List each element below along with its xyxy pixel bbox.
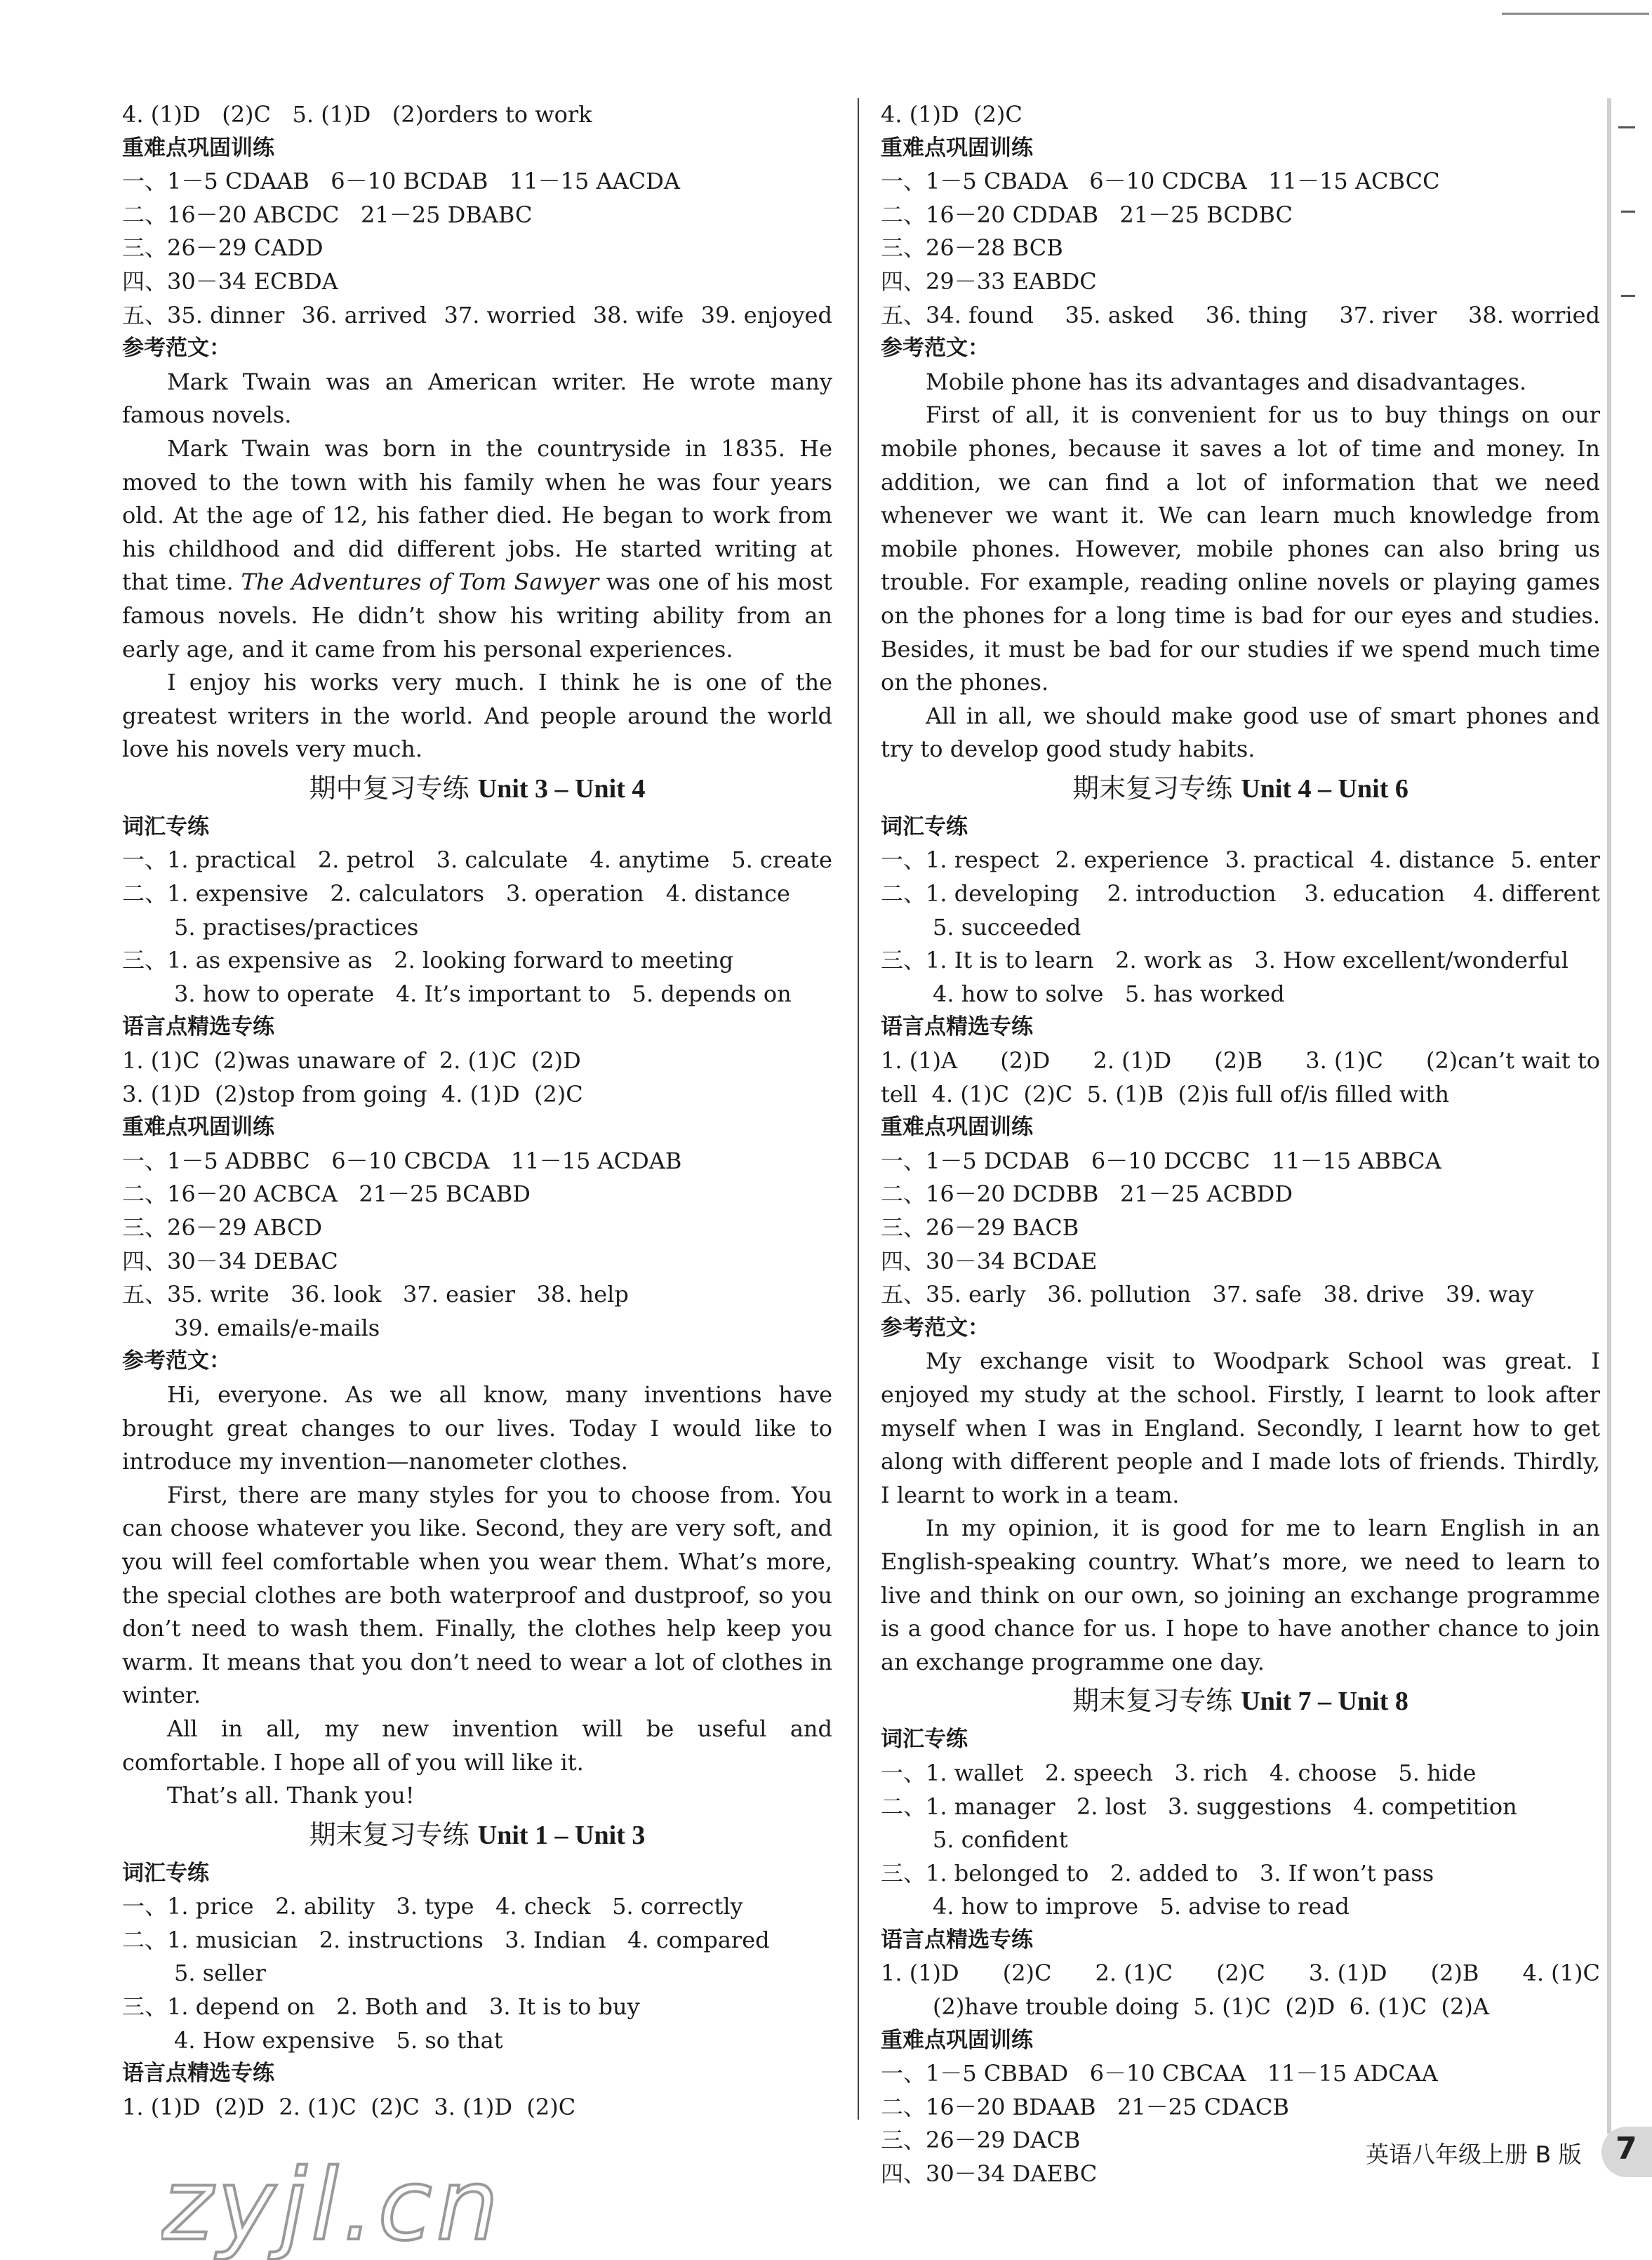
answer-line: 四、29－33 EABDC — [881, 267, 1097, 295]
answer-line — [881, 1957, 1600, 1990]
section-subheading: 词汇专练 — [122, 1860, 209, 1886]
answer-line: 1. (1)C (2)was unaware of 2. (1)C (2)D — [122, 1047, 581, 1075]
answer-cell: 5. (1)D — [292, 101, 371, 128]
section-subheading: 词汇专练 — [881, 813, 968, 839]
answer-cell: 一、1. respect — [881, 846, 1039, 874]
answer-line: 5. seller — [174, 1960, 266, 1987]
paragraph-text: Mobile phone has its advantages and disadvantages. — [926, 368, 1527, 395]
essay-paragraph — [122, 1779, 832, 1813]
answer-line: 三、26－28 BCB — [881, 234, 1063, 262]
answer-cell: 4. distance — [1370, 846, 1495, 874]
answer-line: 二、16－20 CDDAB 21－25 BCDBC — [881, 201, 1293, 228]
essay-paragraph — [122, 666, 832, 766]
paragraph-text: I enjoy his works very much. I think he is one of the greatest writers in the world. And people around the world love his novels very much. — [122, 669, 832, 763]
answer-cell: 3. It is to buy — [489, 1993, 640, 2021]
book-title: The Adventures of Tom Sawyer — [241, 569, 599, 596]
section-subheading: 重难点巩固训练 — [881, 2027, 1033, 2053]
answer-cell: 4. distance — [665, 880, 790, 908]
answer-line: 一、1－5 CBBAD 6－10 CBCAA 11－15 ADCAA — [881, 2060, 1438, 2087]
answer-line — [881, 299, 1600, 333]
answer-cell: 4. (1)C — [1522, 1960, 1600, 1987]
section-subheading: 重难点巩固训练 — [122, 1115, 274, 1141]
section-title-units: Unit 3 – Unit 4 — [477, 773, 646, 804]
answer-line: 5. succeeded — [933, 913, 1081, 940]
answer-line: 39. emails/e-mails — [174, 1314, 380, 1341]
section-subheading: 重难点巩固训练 — [881, 1115, 1033, 1141]
section-title-units: Unit 1 – Unit 3 — [477, 1820, 646, 1850]
answer-cell: 3. operation — [506, 880, 644, 908]
answer-cell: (2)orders to work — [392, 101, 592, 128]
section-title — [881, 766, 1600, 811]
essay-paragraph — [881, 1512, 1600, 1679]
paragraph-text: Mark Twain was born in the countryside in 1835. He moved to the town with his family when he was four years old. At the age of 12, his father died. He began to work from his childhood and did different jobs. He started writing at that time. — [122, 434, 832, 596]
right-column — [881, 98, 1600, 2191]
answer-line: 4. how to solve 5. has worked — [933, 980, 1285, 1007]
section-subheading: 语言点精选专练 — [881, 1927, 1033, 1953]
page-edge-strip — [1607, 98, 1611, 2134]
answer-cell: 3. (1)C — [1305, 1047, 1383, 1075]
answer-cell: 4. compared — [627, 1926, 770, 1953]
answer-line — [122, 1990, 832, 2024]
paragraph-text: All in all, we should make good use of smart phones and try to develop good study habits. — [881, 702, 1600, 763]
essay-paragraph — [122, 1479, 832, 1713]
answer-cell: 2. looking forward to meeting — [394, 947, 734, 974]
answer-cell: 3. (1)D — [1308, 1960, 1387, 1987]
answer-line: tell 4. (1)C (2)C 5. (1)B (2)is full of/is filled with — [881, 1080, 1449, 1108]
section-title — [122, 1813, 832, 1857]
top-rule — [1502, 13, 1649, 15]
answer-line — [881, 1044, 1600, 1078]
answer-cell: 38. wife — [592, 301, 684, 328]
paragraph-text: Hi, everyone. As we all know, many inventions have brought great changes to our lives. Today I would like to introduce my invention—nanometer clothes. — [122, 1381, 832, 1475]
essay-paragraph — [881, 366, 1600, 399]
answer-cell: 一、1. practical — [122, 846, 296, 874]
answer-line — [122, 299, 832, 333]
answer-line: 4. How expensive 5. so that — [174, 2026, 503, 2054]
essay-paragraph — [122, 432, 832, 666]
answer-cell: 2. calculators — [330, 880, 485, 908]
answer-cell: (2)can’t wait to — [1425, 1047, 1600, 1075]
answer-line: (2)have trouble doing 5. (1)C (2)D 6. (1)C (2)A — [933, 1993, 1489, 2021]
answer-line: 一、1－5 DCDAB 6－10 DCCBC 11－15 ABBCA — [881, 1147, 1441, 1174]
answer-cell: 3. Indian — [505, 1926, 606, 1953]
answer-line: 四、30－34 DEBAC — [122, 1247, 338, 1275]
answer-line — [122, 877, 832, 911]
answer-line: 一、1－5 CBADA 6－10 CDCBA 11－15 ACBCC — [881, 168, 1440, 195]
answer-line — [881, 844, 1600, 877]
answer-cell: 五、34. found — [881, 301, 1034, 328]
answer-cell: 2. instructions — [319, 1926, 484, 1953]
section-title — [122, 766, 832, 811]
section-subheading: 语言点精选专练 — [122, 1014, 274, 1040]
answer-line: 一、1－5 CDAAB 6－10 BCDAB 11－15 AACDA — [122, 168, 681, 195]
answer-line: 3. (1)D (2)stop from going 4. (1)D (2)C — [122, 1080, 583, 1108]
watermark-logo — [161, 2141, 554, 2260]
paragraph-text: was one of his most famous novels. He didn’t show his writing ability from an early age, and it came from his personal experiences. — [122, 569, 833, 663]
edge-mark — [1621, 295, 1635, 297]
answer-cell: 4. anytime — [589, 846, 710, 874]
section-subheading: 参考范文： — [881, 1315, 990, 1341]
answer-line: 1. (1)D (2)D 2. (1)C (2)C 3. (1)D (2)C — [122, 2093, 576, 2120]
section-subheading: 参考范文： — [122, 335, 231, 361]
paragraph-text: First, there are many styles for you to choose from. You can choose whatever you like. Second, they are very soft, and you will feel comfortable when you wear them. What’s more, the special clothes are both waterproof and dustproof, so you don’t need to wash them. Finally, the clothes help keep you warm. It means that you don’t need to wear a lot of clothes in winter. — [122, 1481, 832, 1709]
answer-line: 一、1－5 ADBBC 6－10 CBCDA 11－15 ACDAB — [122, 1147, 682, 1174]
section-title-cn: 期末复习专练 — [309, 1819, 469, 1850]
essay-paragraph — [881, 1345, 1600, 1512]
answer-cell: 2. ability — [275, 1893, 375, 1920]
section-title-units: Unit 7 – Unit 8 — [1241, 1687, 1408, 1717]
answer-cell: 三、1. depend on — [122, 1993, 315, 2021]
section-subheading: 词汇专练 — [122, 813, 209, 839]
essay-paragraph — [881, 399, 1600, 699]
answer-line: 五、35. early 36. pollution 37. safe 38. drive 39. way — [881, 1281, 1534, 1308]
answer-cell: (2)C — [222, 101, 272, 128]
answer-cell: 1. (1)D — [881, 1960, 959, 1987]
answer-cell: 3. education — [1304, 880, 1446, 908]
answer-line: 四、30－34 BCDAE — [881, 1247, 1098, 1275]
answer-cell: 39. enjoyed — [700, 301, 832, 328]
answer-line: 三、1. It is to learn 2. work as 3. How excellent/wonderful — [881, 947, 1569, 974]
section-title-cn: 期末复习专练 — [1072, 772, 1233, 804]
answer-cell: 2. petrol — [317, 846, 415, 874]
answer-cell: 4. different — [1473, 880, 1600, 908]
answer-line: 五、35. write 36. look 37. easier 38. help — [122, 1281, 629, 1308]
answer-line: 一、1. wallet 2. speech 3. rich 4. choose 5. hide — [881, 1759, 1477, 1786]
section-title-cn: 期末复习专练 — [1072, 1685, 1233, 1717]
answer-line: 4. (1)D (2)C — [881, 101, 1022, 128]
answer-cell: 38. worried — [1468, 301, 1600, 328]
answer-line: 二、16－20 BDAAB 21－25 CDACB — [881, 2093, 1289, 2120]
answer-line — [122, 1890, 832, 1924]
section-subheading: 重难点巩固训练 — [881, 135, 1033, 161]
answer-cell: 36. arrived — [301, 301, 427, 328]
answer-cell: 5. enter — [1510, 846, 1600, 874]
answer-cell: 1. (1)A — [881, 1047, 958, 1075]
section-subheading: 语言点精选专练 — [122, 2061, 274, 2087]
answer-line: 二、16－20 ABCDC 21－25 DBABC — [122, 201, 533, 228]
answer-line: 4. how to improve 5. advise to read — [933, 1893, 1350, 1920]
answer-cell: 35. asked — [1065, 301, 1175, 328]
page-number: 7 — [1616, 2131, 1637, 2167]
essay-paragraph — [122, 1713, 832, 1779]
answer-cell: (2)C — [1002, 1960, 1052, 1987]
answer-line: 二、16－20 ACBCA 21－25 BCABD — [122, 1181, 531, 1208]
answer-cell: 二、1. developing — [881, 880, 1079, 908]
answer-cell: 二、1. expensive — [122, 880, 309, 908]
edge-mark — [1618, 126, 1635, 128]
answer-line: 三、26－29 CADD — [122, 234, 324, 262]
watermark-text: zyjl.cn — [161, 2148, 503, 2260]
answer-cell: (2)D — [1000, 1047, 1051, 1075]
edge-mark — [1621, 211, 1635, 213]
section-subheading: 参考范文： — [122, 1348, 231, 1374]
essay-paragraph — [881, 700, 1600, 766]
essay-paragraph — [122, 366, 832, 432]
paragraph-text: Mark Twain was an American writer. He wrote many famous novels. — [122, 368, 832, 429]
answer-line — [122, 944, 832, 978]
answer-line: 三、26－29 BACB — [881, 1214, 1079, 1241]
answer-line: 三、26－29 ABCD — [122, 1214, 322, 1241]
answer-cell: 4. check — [495, 1893, 591, 1920]
answer-line: 3. how to operate 4. It’s important to 5. depends on — [174, 980, 792, 1007]
paragraph-text: My exchange visit to Woodpark School was great. I enjoyed my study at the school. Firstly, I learnt to look after myself when I was in England. Secondly, I learnt how to get along with different people and I made lots of friends. Thirdly, I learnt to work in a team. — [881, 1348, 1600, 1508]
answer-cell: (2)C — [1216, 1960, 1265, 1987]
answer-line — [122, 844, 832, 877]
paragraph-text: First of all, it is convenient for us to buy things on our mobile phones, because it saves a lot of time and money. In addition, we can find a lot of information that we need whenever we want it. We can learn much knowledge from mobile phones. However, mobile phones can also bring us trouble. For example, reading online novels or playing games on the phones for a long time is bad for our eyes and studies. Besides, it must be bad for our studies if we spend much time on the phones. — [881, 401, 1600, 696]
answer-cell: 5. correctly — [612, 1893, 743, 1920]
essay-paragraph — [122, 1378, 832, 1479]
answer-cell: 二、1. musician — [122, 1926, 298, 1953]
answer-line: 二、1. manager 2. lost 3. suggestions 4. competition — [881, 1793, 1517, 1820]
answer-cell: 3. type — [396, 1893, 474, 1920]
answer-line: 5. practises/practices — [174, 913, 419, 940]
answer-line: 四、30－34 ECBDA — [122, 267, 338, 295]
answer-cell: 36. thing — [1205, 301, 1308, 328]
answer-cell: 2. (1)C — [1095, 1960, 1173, 1987]
section-subheading: 语言点精选专练 — [881, 1014, 1033, 1040]
answer-line: 三、1. belonged to 2. added to 3. If won’t pass — [881, 1859, 1434, 1887]
answer-cell: 37. worried — [444, 301, 576, 328]
column-divider — [858, 98, 859, 2120]
answer-line — [881, 877, 1600, 911]
answer-line: 三、26－29 DACB — [881, 2127, 1081, 2154]
answer-cell: 4. (1)D — [122, 101, 201, 128]
answer-line: 二、16－20 DCDBB 21－25 ACBDD — [881, 1181, 1293, 1208]
paragraph-text: That’s all. Thank you! — [167, 1782, 415, 1809]
paragraph-text: All in all, my new invention will be useful and comfortable. I hope all of you will like it. — [122, 1715, 832, 1776]
answer-cell: 37. river — [1339, 301, 1437, 328]
answer-cell: 3. practical — [1225, 846, 1354, 874]
answer-cell: 5. create — [731, 846, 832, 874]
answer-line — [122, 98, 832, 132]
answer-line — [122, 1924, 832, 1957]
answer-cell: 一、1. price — [122, 1893, 254, 1920]
answer-cell: 三、1. as expensive as — [122, 947, 373, 974]
footer-book-title: 英语八年级上册 B 版 — [1366, 2141, 1582, 2168]
section-title-cn: 期中复习专练 — [309, 772, 469, 804]
answer-cell: 2. introduction — [1107, 880, 1277, 908]
section-subheading: 词汇专练 — [881, 1727, 968, 1753]
paragraph-text: In my opinion, it is good for me to learn English in an English-speaking country. What’s more, we need to learn to live and think on our own, so joining an exchange programme is a good chance for us. I hope to have another chance to join an exchange programme one day. — [881, 1515, 1600, 1675]
answer-line: 四、30－34 DAEBC — [881, 2160, 1098, 2188]
left-column — [122, 98, 832, 2124]
answer-cell: 3. calculate — [436, 846, 568, 874]
answer-cell: 2. Both and — [336, 1993, 468, 2021]
answer-cell: 2. (1)D — [1093, 1047, 1172, 1075]
section-title — [881, 1679, 1600, 1723]
section-title-units: Unit 4 – Unit 6 — [1241, 773, 1408, 804]
answer-cell: (2)B — [1214, 1047, 1263, 1075]
answer-line: 5. confident — [933, 1826, 1068, 1854]
section-subheading: 重难点巩固训练 — [122, 135, 274, 161]
answer-cell: (2)B — [1430, 1960, 1479, 1987]
answer-cell: 五、35. dinner — [122, 301, 285, 328]
section-subheading: 参考范文： — [881, 335, 990, 361]
answer-cell: 2. experience — [1055, 846, 1209, 874]
